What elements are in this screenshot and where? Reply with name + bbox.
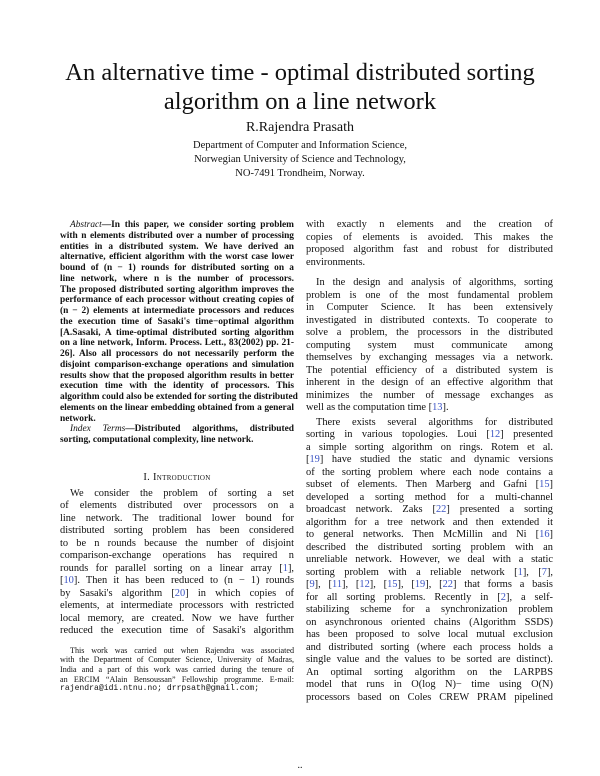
paper-title: [40, 58, 560, 116]
abstract: [60, 220, 298, 424]
affiliation-line: NO-7491 Trondheim, Norway.: [235, 168, 365, 179]
text-line: network.: [60, 413, 96, 424]
text-line: execution time with the identity of processors. This: [60, 381, 294, 392]
text-line: rajendra@idi.ntnu.no; drrpsath@gmail.com;: [60, 684, 260, 694]
affiliation: [100, 139, 500, 181]
text-line: alternative, efficient algorithm with the worst case lower: [60, 252, 294, 263]
text-line: [10]. Then it has been reduced to (n − 1) rounds: [60, 575, 294, 587]
text-line: line network. The traditional lower bound for: [60, 512, 294, 524]
text-line: 26]. Also all processors do not necessarily perform the: [60, 349, 294, 359]
text-line: The proposed distributed sorting algorithm improves the: [60, 284, 294, 295]
affiliation-line: Norwegian University of Science and Technology,: [194, 154, 406, 165]
index-terms: [60, 424, 294, 446]
text-line: the execution time of Sasaki's time−optimal algorithm: [60, 316, 294, 327]
text-line: unreliable network. However, we deal with a static: [306, 554, 553, 565]
text-line: with exactly n elements and the creation of: [306, 219, 553, 230]
title-line: algorithm on a line network: [163, 88, 437, 115]
affiliation-line: Department of Computer and Information Science,: [192, 140, 407, 151]
text-line: investigated in distributed contexts. To cooperate to: [306, 314, 553, 326]
text-line: Index Terms—Distributed algorithms, distributed: [70, 424, 294, 435]
text-line: This work was carried out when Rajendra was associated: [70, 645, 294, 655]
text-line: elements on the linear embedding obtained from a general: [60, 402, 294, 413]
text-line: with n elements distributed over a number of processing: [60, 230, 294, 241]
text-line: An optimal sorting algorithm on the LARPBS: [306, 666, 553, 678]
text-line: algorithm could also be extended for sorting the distributed: [60, 392, 298, 402]
text-line: subset of elements. Then Marberg and Gafni [15]: [306, 479, 553, 490]
text-line: bound of (n − 1) rounds for distributed sorting on a: [60, 263, 294, 273]
text-line: themselves by exchanging messages via a network.: [306, 352, 553, 363]
text-line: [9], [11], [12], [15], [19], [22] that forms a basis: [306, 579, 553, 590]
text-line: reduced the execution time of Sasaki's algorithm: [60, 625, 294, 637]
text-line: (n − 2) elements at intermediate processors and reduces: [60, 306, 294, 316]
paragraph-continuation: [306, 219, 553, 269]
text-line: performance of each processor without creating copies of: [60, 295, 294, 306]
text-line: entities in a distributed system. We have derived an: [60, 241, 294, 252]
text-line: India and a part of this work was carried during the tenure of: [60, 664, 294, 674]
title-line: An alternative time - optimal distributed sorting: [65, 59, 535, 86]
text-line: processors based on Coles CREW PRAM pipelined: [306, 691, 553, 703]
text-line: elements, at intermediate processors with restricted: [60, 600, 294, 612]
text-line: In the design and analysis of algorithms, sorting: [316, 277, 553, 288]
section-heading: I. Introduction: [143, 471, 211, 483]
text-line: inherent in the design of an effective algorithm that: [306, 377, 553, 388]
text-line: model that runs in O(log N)− time using O(N): [306, 679, 553, 690]
text-line: single value and the values to be sorted are distinct).: [306, 654, 553, 665]
paragraph-design-analysis: [306, 277, 553, 415]
text-line: stabilizing scheme for a synchronization problem: [306, 604, 553, 615]
text-line: [19] have studied the static and dynamic versions: [306, 454, 553, 465]
text-line: of the sorting problem where each node contains a: [306, 466, 553, 478]
text-line: and distributed sorting (where each process holds a: [306, 641, 553, 653]
text-line: disjoint comparison-exchange operations and simulation: [60, 359, 294, 370]
text-line: minimizes the number of message exchanges as: [306, 389, 553, 401]
text-line: has been proposed to solve local mutual exclusion: [306, 629, 553, 640]
author-name: R.Rajendra Prasath: [245, 120, 355, 135]
text-line: proposed algorithm fast and robust for distributed: [306, 244, 553, 255]
text-line: in Computer Science. It has been extensively: [306, 302, 553, 313]
text-line: sorting, computational complexity, line network.: [60, 435, 254, 445]
text-line: solve a problem, the processors in the distributed: [306, 327, 553, 338]
text-line: an ERCIM “Alain Bensoussan” Fellowship programme. E-mail:: [60, 674, 294, 684]
text-line: problem is one of the most fundamental problem: [306, 289, 553, 301]
text-line: rounds for parallel sorting on a linear array [1],: [60, 562, 294, 574]
text-line: algorithm for a tree network and then extended it: [306, 516, 553, 528]
text-line: for all sorting problems. Recently in [2], a self-: [306, 591, 554, 603]
introduction-text: [60, 488, 294, 638]
paragraph-related-work: [306, 417, 553, 705]
text-line: to be n rounds because the number of disjoint: [60, 537, 294, 549]
text-line: a simple sorting algorithm on rings. Rotem et al.: [306, 441, 553, 453]
page-number: ..: [297, 760, 303, 771]
text-line: There exists several algorithms for distributed: [316, 416, 553, 428]
right-column: [306, 219, 553, 704]
text-line: results show that the proposed algorithm results in better: [60, 370, 294, 381]
footnote: [60, 646, 294, 694]
text-line: [A.Sasaki, A time-optimal distributed sorting algorithm: [60, 327, 294, 338]
text-line: local memory, are created. Now we have further: [60, 612, 294, 624]
text-line: We consider the problem of sorting a set: [70, 487, 294, 499]
text-line: sorting in various topologies. Loui [12] presented: [306, 429, 553, 440]
text-line: comparison-exchange operations has required n: [60, 550, 294, 562]
text-line: with the Department of Computer Science, University of Madras,: [60, 655, 294, 665]
text-line: copies of elements is avoided. This makes the: [306, 231, 553, 243]
text-line: environments.: [306, 256, 366, 268]
text-line: Abstract—In this paper, we consider sorting problem: [70, 220, 294, 230]
text-line: broadcast network. Zaks [22] presented a sorting: [306, 504, 553, 515]
text-line: The potential efficiency of a distributed system is: [306, 364, 553, 376]
text-line: line network, where n is the number of processors.: [60, 273, 294, 284]
text-line: on asynchronous oriented chains (Algorithm SSDS): [306, 616, 553, 628]
text-line: sorting problem with a reliable network [1], [7],: [306, 566, 553, 578]
text-line: to general networks. Then McMillin and Ni [16]: [306, 529, 553, 540]
left-column: [60, 220, 298, 694]
text-line: on a line network, Inform. Process. Lett., 83(2002) pp. 21-: [60, 338, 294, 349]
text-line: developed a sorting method for a multi-channel: [306, 491, 553, 503]
text-line: distributed sorting problem has been considered: [60, 525, 294, 537]
text-line: described the distributed sorting problem with an: [306, 541, 553, 553]
text-line: computing system must communicate among: [306, 339, 553, 351]
text-line: by Sasaki's algorithm [20] in which copies of: [60, 587, 294, 599]
text-line: well as the computation time [13].: [306, 402, 449, 413]
text-line: of elements distributed over processors on a: [60, 500, 294, 512]
